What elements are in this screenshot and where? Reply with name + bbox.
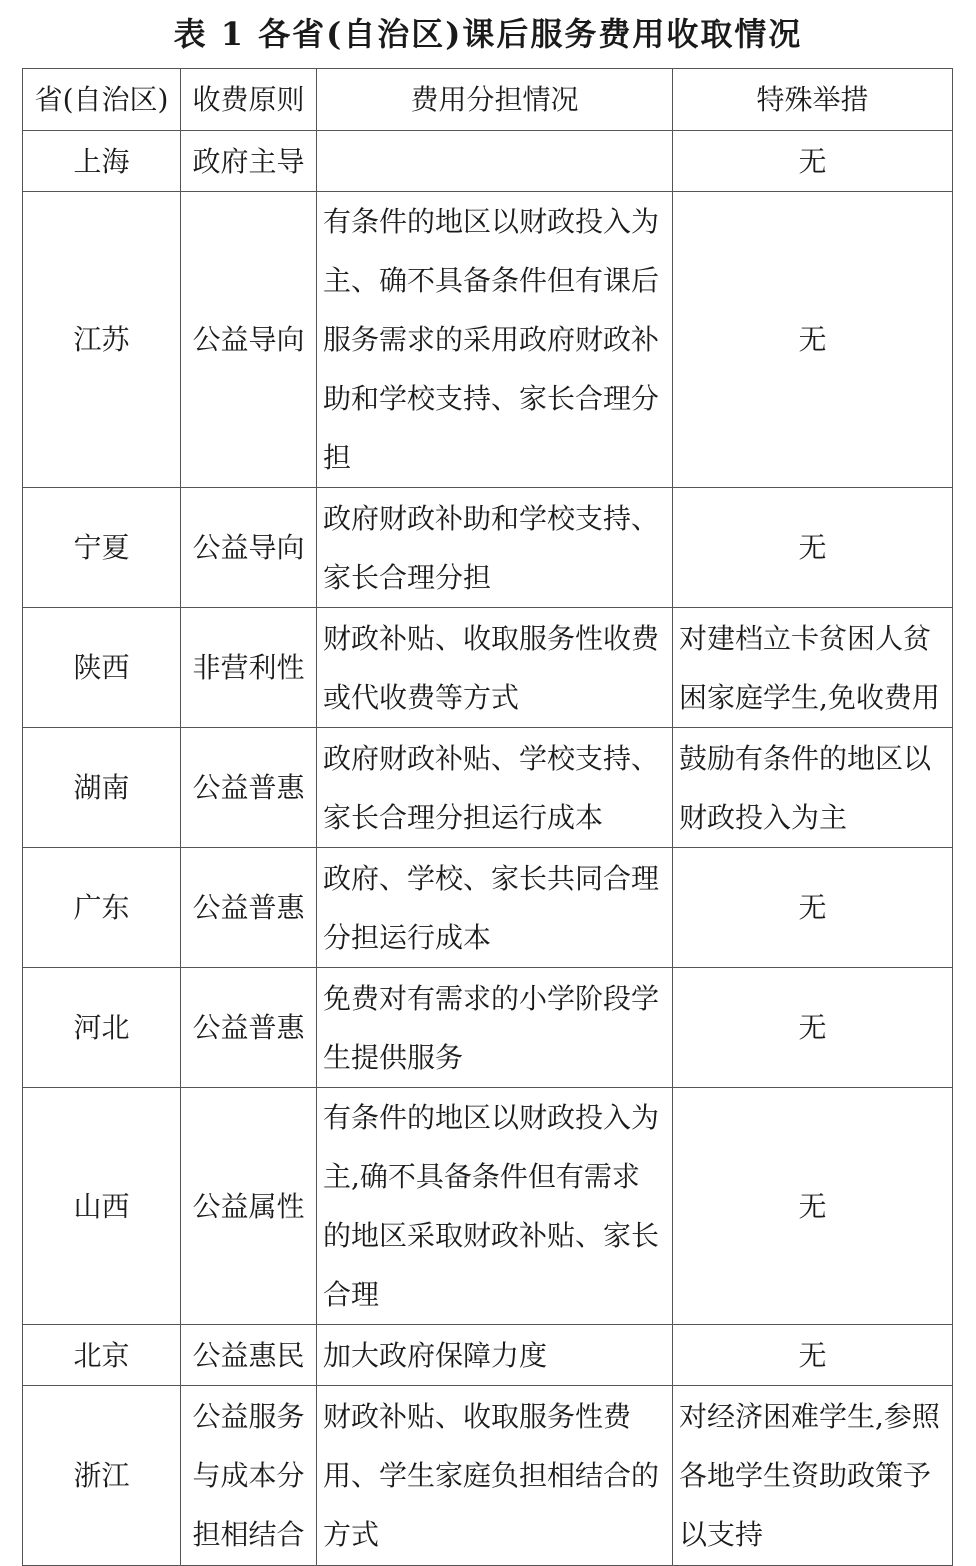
cell-principle: 公益普惠 <box>181 728 317 848</box>
cell-sharing-wrap <box>317 968 673 1088</box>
cell-special-wrap <box>673 1386 953 1566</box>
table-row <box>23 968 953 1088</box>
cell-sharing <box>317 131 673 192</box>
cell-province: 河北 <box>23 968 181 1088</box>
cell-sharing: 政府财政补助和学校支持、家长合理分担 <box>323 501 660 594</box>
cell-special-wrap <box>673 608 953 728</box>
cell-province: 江苏 <box>23 192 181 488</box>
header-special: 特殊举措 <box>673 69 953 131</box>
cell-sharing: 加大政府保障力度 <box>317 1325 673 1386</box>
cell-sharing-wrap <box>317 1088 673 1325</box>
cell-sharing-wrap <box>317 488 673 608</box>
table-row <box>23 1088 953 1325</box>
cell-sharing: 财政补贴、收取服务性费用、学生家庭负担相结合的方式 <box>323 1400 660 1551</box>
cell-special: 对经济困难学生,参照各地学生资助政策予以支持 <box>679 1400 940 1551</box>
cell-special: 无 <box>673 192 953 488</box>
cell-special: 无 <box>673 848 953 968</box>
cell-special: 无 <box>673 968 953 1088</box>
table-title: 表 1 各省(自治区)课后服务费用收取情况 <box>173 15 803 53</box>
cell-province: 北京 <box>23 1325 181 1386</box>
cell-province: 广东 <box>23 848 181 968</box>
cell-sharing-wrap <box>317 192 673 488</box>
cell-province: 宁夏 <box>23 488 181 608</box>
table-body <box>23 131 953 1566</box>
fee-table <box>22 68 953 1566</box>
cell-special: 无 <box>673 131 953 192</box>
table-row <box>23 488 953 608</box>
cell-sharing-wrap <box>317 1386 673 1566</box>
cell-principle: 非营利性 <box>181 608 317 728</box>
cell-special: 无 <box>673 1325 953 1386</box>
cell-special: 对建档立卡贫困人贫困家庭学生,免收费用 <box>679 621 940 714</box>
cell-province: 陕西 <box>23 608 181 728</box>
cell-province: 湖南 <box>23 728 181 848</box>
cell-special-wrap <box>673 728 953 848</box>
cell-principle: 公益惠民 <box>181 1325 317 1386</box>
cell-special: 无 <box>673 1088 953 1325</box>
cell-principle: 公益导向 <box>181 192 317 488</box>
header-province: 省(自治区) <box>23 69 181 131</box>
cell-special: 无 <box>673 488 953 608</box>
cell-sharing: 免费对有需求的小学阶段学生提供服务 <box>323 981 660 1074</box>
cell-province: 上海 <box>23 131 181 192</box>
cell-principle: 公益服务与成本分担相结合 <box>192 1400 305 1551</box>
cell-sharing-wrap <box>317 608 673 728</box>
header-sharing: 费用分担情况 <box>317 69 673 131</box>
cell-principle: 政府主导 <box>181 131 317 192</box>
cell-sharing: 财政补贴、收取服务性收费或代收费等方式 <box>323 621 660 714</box>
cell-sharing: 有条件的地区以财政投入为主、确不具备条件但有课后服务需求的采用政府财政补助和学校支持、家长合理分担 <box>323 205 660 474</box>
cell-principle: 公益导向 <box>181 488 317 608</box>
header-principle: 收费原则 <box>181 69 317 131</box>
table-row <box>23 192 953 488</box>
cell-principle: 公益普惠 <box>181 848 317 968</box>
table-row <box>23 608 953 728</box>
cell-sharing: 有条件的地区以财政投入为主,确不具备条件但有需求的地区采取财政补贴、家长合理 <box>323 1101 660 1311</box>
cell-province: 山西 <box>23 1088 181 1325</box>
table-row <box>23 1325 953 1386</box>
table-header <box>23 69 953 131</box>
cell-principle: 公益普惠 <box>181 968 317 1088</box>
header-row <box>23 69 953 131</box>
cell-province: 浙江 <box>23 1386 181 1566</box>
cell-sharing: 政府、学校、家长共同合理分担运行成本 <box>323 861 660 954</box>
table-row <box>23 1386 953 1566</box>
table-row <box>23 131 953 192</box>
cell-sharing: 政府财政补贴、学校支持、家长合理分担运行成本 <box>323 741 660 834</box>
cell-sharing-wrap <box>317 728 673 848</box>
table-row <box>23 848 953 968</box>
cell-principle-wrap <box>181 1386 317 1566</box>
cell-special: 鼓励有条件的地区以财政投入为主 <box>679 741 932 834</box>
table-row <box>23 728 953 848</box>
cell-sharing-wrap <box>317 848 673 968</box>
cell-principle: 公益属性 <box>181 1088 317 1325</box>
